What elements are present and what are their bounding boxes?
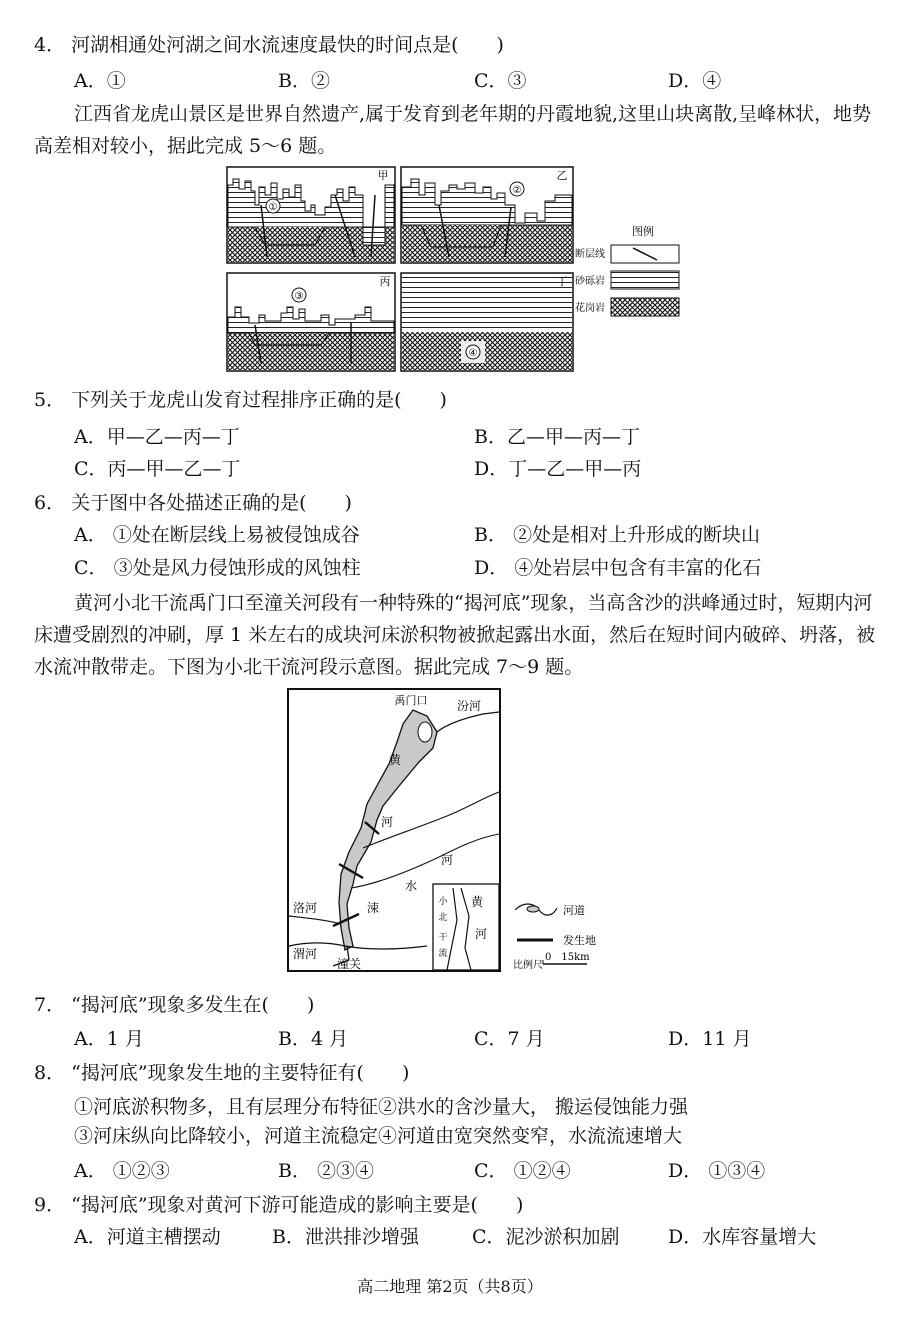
inset-char-5: 黄 [470,895,484,909]
q8-stem: 8． “揭河底”现象发生地的主要特征有( ) [34,1062,410,1084]
q4-stem: 4． 河湖相通处河湖之间水流速度最快的时间点是( ) [34,34,504,56]
label-weihe: 渭河 [292,947,318,961]
q4-option-c: C．③ [474,70,527,92]
q9-option-d: D．水库容量增大 [668,1226,817,1248]
granite-swatch [611,298,679,316]
q9-stem: 9． “揭河底”现象对黄河下游可能造成的影响主要是( ) [34,1194,524,1216]
label-he2: 河 [440,853,454,867]
marker-2: ② [512,185,522,196]
yellow-river-map [287,688,615,972]
q4-option-b: B．② [278,70,330,92]
panel-label-jia: 甲 [377,169,389,182]
legend-channel: 河道 [563,904,585,917]
page-footer: 高二地理 第2页（共8页） [357,1277,543,1296]
q4-option-d: D．④ [668,70,722,92]
label-he: 河 [380,815,394,829]
label-shui: 水 [404,879,418,893]
q9-option-a: A．河道主槽摆动 [74,1226,221,1248]
legend-fault-label: 断层线 [575,249,605,260]
q6-option-c: C． ③处是风力侵蚀形成的风蚀柱 [74,557,361,579]
q8-option-c: C． ①②④ [474,1160,571,1182]
q6-option-d: D． ④处岩层中包含有丰富的化石 [474,557,762,579]
panel-jia [227,167,395,263]
q6-stem: 6． 关于图中各处描述正确的是( ) [34,492,352,514]
label-yumenkou: 禹门口 [394,694,428,707]
q6-option-b: B． ②处是相对上升形成的断块山 [474,524,761,546]
fig2-legend [513,904,596,971]
q4-option-a: A．① [74,70,126,92]
label-su: 涑 [366,901,380,915]
q8-statement-1: ①河底淤积物多，且有层理分布特征②洪水的含沙量大， 搬运侵蚀能力强 [74,1096,689,1118]
panel-label-bing: 丙 [379,275,391,288]
scale-label: 比例尺 [513,960,543,971]
marker-1: ① [268,202,278,213]
q8-option-a: A． ①②③ [74,1160,170,1182]
marker-4: ④ [468,348,478,359]
sandstone-swatch [611,271,679,289]
inset-char-2: 北 [438,913,448,923]
legend-title: 图例 [632,225,654,238]
legend-site: 发生地 [563,934,596,947]
q6-option-a: A． ①处在断层线上易被侵蚀成谷 [74,524,360,546]
panel-yi [401,167,573,263]
danxia-figure [225,165,685,377]
panel-label-yi: 乙 [556,169,568,182]
label-luohe: 洛河 [292,901,318,915]
scale-text: 0 15km [545,952,590,963]
q7-option-d: D．11 月 [668,1028,752,1050]
marker-3: ③ [294,291,304,302]
legend-granite-label: 花岗岩 [575,303,605,314]
q5-option-d: D．丁—乙—甲—丙 [474,458,642,480]
q7-stem: 7． “揭河底”现象多发生在( ) [34,994,315,1016]
inset-char-1: 小 [438,897,448,907]
q7-option-a: A．1 月 [74,1028,144,1050]
q7-option-b: B．4 月 [278,1028,349,1050]
intro-7-9: 黄河小北干流禹门口至潼关河段有一种特殊的“揭河底”现象，当高含沙的洪峰通过时，短期内河床遭受剧烈的冲刷，厚 1 米左右的成块河床淤积物被掀起露出水面，然后在短时间内破碎、坍落，被水流冲散带走。下图为小北干流河段示意图。据此完成 7～9 题。 [34,592,876,678]
intro-5-6: 江西省龙虎山景区是世界自然遗产,属于发育到老年期的丹霞地貌,这里山块离散,呈峰林状，地势高差相对较小，据此完成 5～6 题。 [34,103,872,157]
q5-option-c: C．丙—甲—乙—丁 [74,458,241,480]
panel-bing [227,273,395,371]
panel-label-ding: 丁 [556,275,568,288]
fig1-legend [575,224,679,316]
q5-stem: 5． 下列关于龙虎山发育过程排序正确的是( ) [34,389,447,411]
q5-option-b: B．乙—甲—丙—丁 [474,426,640,448]
legend-sandstone-label: 砂砾岩 [575,276,605,287]
label-fenhe: 汾河 [456,699,482,713]
inset-char-4: 流 [438,949,448,959]
q8-option-b: B． ②③④ [278,1160,375,1182]
q7-option-c: C．7 月 [474,1028,545,1050]
panel-ding [401,273,573,371]
q8-statement-2: ③河床纵向比降较小，河道主流稳定④河道由宽突然变窄，水流流速增大 [74,1125,683,1147]
label-huang: 黄 [388,753,402,767]
q9-option-c: C．泥沙淤积加剧 [472,1226,620,1248]
q8-option-d: D． ①③④ [668,1160,766,1182]
inset-char-6: 河 [474,927,488,941]
label-tongguan: 潼关 [336,957,362,971]
inset-char-3: 干 [438,933,448,943]
location-inset [433,884,499,970]
q5-option-a: A．甲—乙—丙—丁 [74,426,240,448]
q9-option-b: B．泄洪排沙增强 [272,1226,419,1248]
